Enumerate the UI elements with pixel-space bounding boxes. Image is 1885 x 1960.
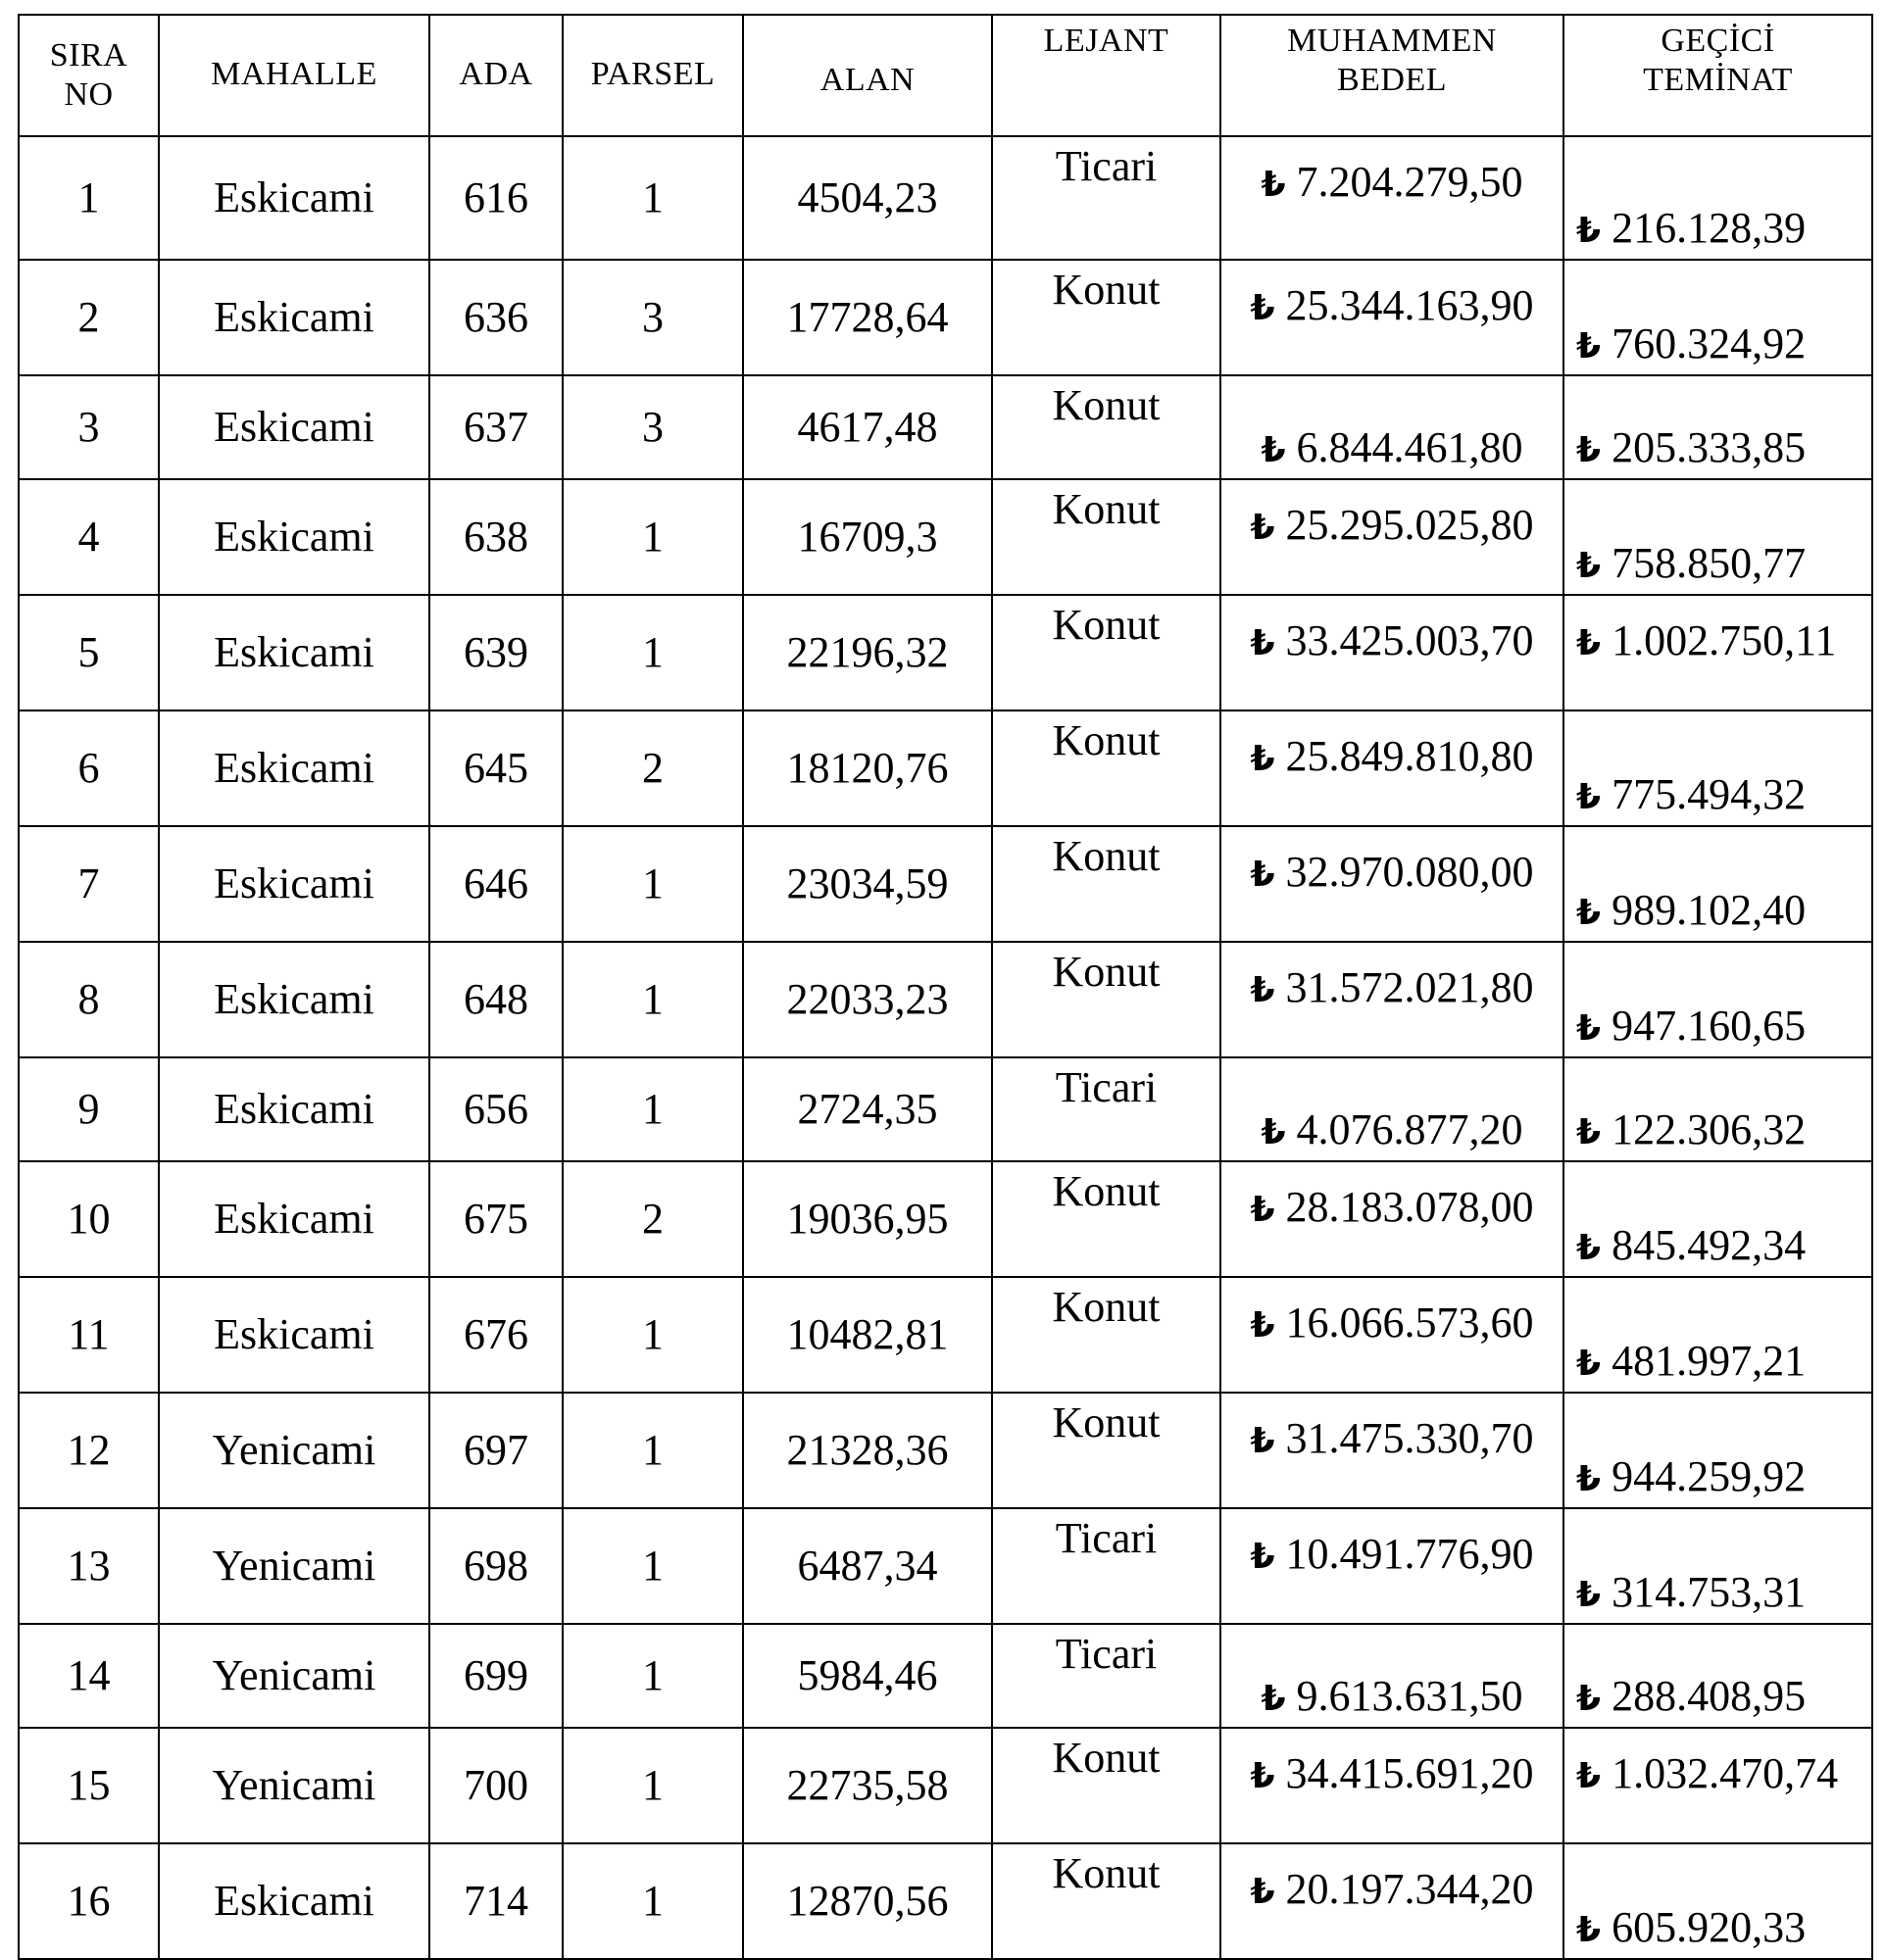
cell-parsel: 2 <box>563 1161 743 1277</box>
lira-sign: ₺ <box>1576 430 1602 470</box>
table-row <box>19 710 1872 826</box>
cell-alan: 16709,3 <box>743 479 992 595</box>
lira-sign: ₺ <box>1250 1756 1275 1796</box>
lira-sign: ₺ <box>1576 546 1602 586</box>
cell-sira-no: 2 <box>19 260 159 375</box>
lira-sign: ₺ <box>1576 1112 1602 1152</box>
cell-ada: 645 <box>429 710 563 826</box>
cell-mahalle: Eskicami <box>159 1843 429 1959</box>
header-muhammen-bedel: MUHAMMEN BEDEL <box>1220 15 1563 136</box>
cell-alan: 19036,95 <box>743 1161 992 1277</box>
teminat-value: 205.333,85 <box>1612 423 1807 471</box>
cell-gecici-teminat <box>1563 942 1872 1057</box>
lira-sign: ₺ <box>1576 1756 1602 1796</box>
cell-muhammen-bedel <box>1220 136 1563 260</box>
cell-alan: 18120,76 <box>743 710 992 826</box>
cell-lejant: Konut <box>992 710 1220 826</box>
cell-sira-no: 3 <box>19 375 159 479</box>
cell-ada: 637 <box>429 375 563 479</box>
lira-sign: ₺ <box>1250 623 1275 663</box>
cell-gecici-teminat <box>1563 1508 1872 1624</box>
cell-mahalle: Eskicami <box>159 136 429 260</box>
cell-mahalle: Eskicami <box>159 1161 429 1277</box>
cell-sira-no: 11 <box>19 1277 159 1393</box>
cell-sira-no: 13 <box>19 1508 159 1624</box>
cell-mahalle: Eskicami <box>159 1277 429 1393</box>
cell-ada: 714 <box>429 1843 563 1959</box>
lira-sign: ₺ <box>1250 1872 1275 1912</box>
cell-ada: 698 <box>429 1508 563 1624</box>
lira-sign: ₺ <box>1261 1112 1286 1152</box>
lira-sign: ₺ <box>1261 430 1286 470</box>
cell-mahalle: Yenicami <box>159 1393 429 1508</box>
cell-sira-no: 1 <box>19 136 159 260</box>
cell-parsel: 1 <box>563 595 743 710</box>
cell-lejant: Ticari <box>992 1624 1220 1728</box>
cell-mahalle: Yenicami <box>159 1508 429 1624</box>
cell-mahalle: Eskicami <box>159 479 429 595</box>
lira-sign: ₺ <box>1261 165 1286 205</box>
cell-muhammen-bedel <box>1220 1161 1563 1277</box>
cell-alan: 23034,59 <box>743 826 992 942</box>
cell-alan: 4504,23 <box>743 136 992 260</box>
cell-sira-no: 10 <box>19 1161 159 1277</box>
lira-sign: ₺ <box>1250 288 1275 328</box>
cell-lejant: Konut <box>992 260 1220 375</box>
cell-alan: 22033,23 <box>743 942 992 1057</box>
teminat-value: 122.306,32 <box>1612 1105 1807 1153</box>
lira-sign: ₺ <box>1250 1421 1275 1461</box>
cell-sira-no: 15 <box>19 1728 159 1843</box>
cell-parsel: 2 <box>563 710 743 826</box>
cell-ada: 638 <box>429 479 563 595</box>
cell-ada: 639 <box>429 595 563 710</box>
cell-muhammen-bedel <box>1220 1624 1563 1728</box>
cell-lejant: Ticari <box>992 1508 1220 1624</box>
table-row <box>19 942 1872 1057</box>
cell-mahalle: Eskicami <box>159 1057 429 1161</box>
teminat-value: 314.753,31 <box>1612 1568 1807 1616</box>
cell-ada: 697 <box>429 1393 563 1508</box>
teminat-value: 989.102,40 <box>1612 886 1807 934</box>
teminat-value: 947.160,65 <box>1612 1002 1807 1050</box>
lira-sign: ₺ <box>1576 1910 1602 1950</box>
lira-sign: ₺ <box>1576 1008 1602 1049</box>
teminat-value: 1.002.750,11 <box>1612 616 1837 664</box>
cell-parsel: 1 <box>563 1508 743 1624</box>
table-row <box>19 1728 1872 1843</box>
cell-ada: 675 <box>429 1161 563 1277</box>
cell-lejant: Ticari <box>992 136 1220 260</box>
lira-sign: ₺ <box>1250 508 1275 548</box>
header-parsel: PARSEL <box>563 15 743 136</box>
cell-alan: 12870,56 <box>743 1843 992 1959</box>
cell-muhammen-bedel <box>1220 479 1563 595</box>
cell-gecici-teminat <box>1563 1728 1872 1843</box>
cell-sira-no: 12 <box>19 1393 159 1508</box>
bedel-value: 7.204.279,50 <box>1296 158 1523 206</box>
cell-gecici-teminat <box>1563 826 1872 942</box>
cell-sira-no: 8 <box>19 942 159 1057</box>
cell-muhammen-bedel <box>1220 942 1563 1057</box>
cell-parsel: 1 <box>563 826 743 942</box>
cell-gecici-teminat <box>1563 1393 1872 1508</box>
table-row <box>19 375 1872 479</box>
teminat-value: 845.492,34 <box>1612 1221 1807 1269</box>
cell-muhammen-bedel <box>1220 1843 1563 1959</box>
cell-mahalle: Yenicami <box>159 1728 429 1843</box>
cell-parsel: 1 <box>563 479 743 595</box>
cell-sira-no: 16 <box>19 1843 159 1959</box>
bedel-value: 25.295.025,80 <box>1285 501 1534 549</box>
cell-alan: 22196,32 <box>743 595 992 710</box>
cell-ada: 636 <box>429 260 563 375</box>
lira-sign: ₺ <box>1261 1679 1286 1719</box>
lira-sign: ₺ <box>1576 1679 1602 1719</box>
cell-mahalle: Eskicami <box>159 595 429 710</box>
cell-lejant: Konut <box>992 1843 1220 1959</box>
cell-parsel: 1 <box>563 1624 743 1728</box>
table-row <box>19 1277 1872 1393</box>
cell-mahalle: Eskicami <box>159 375 429 479</box>
bedel-value: 34.415.691,20 <box>1285 1749 1534 1797</box>
teminat-value: 775.494,32 <box>1612 770 1807 818</box>
cell-muhammen-bedel <box>1220 260 1563 375</box>
lira-sign: ₺ <box>1250 739 1275 779</box>
table-row <box>19 1508 1872 1624</box>
teminat-value: 481.997,21 <box>1612 1337 1807 1385</box>
bedel-value: 32.970.080,00 <box>1285 848 1534 896</box>
header-ada: ADA <box>429 15 563 136</box>
cell-lejant: Ticari <box>992 1057 1220 1161</box>
cell-parsel: 3 <box>563 375 743 479</box>
cell-parsel: 1 <box>563 1057 743 1161</box>
lira-sign: ₺ <box>1576 326 1602 367</box>
table-row <box>19 1843 1872 1959</box>
cell-alan: 2724,35 <box>743 1057 992 1161</box>
header-mahalle: MAHALLE <box>159 15 429 136</box>
cell-lejant: Konut <box>992 826 1220 942</box>
cell-sira-no: 9 <box>19 1057 159 1161</box>
table-row <box>19 260 1872 375</box>
cell-alan: 21328,36 <box>743 1393 992 1508</box>
cell-muhammen-bedel <box>1220 1393 1563 1508</box>
cell-gecici-teminat <box>1563 1624 1872 1728</box>
cell-lejant: Konut <box>992 1161 1220 1277</box>
bedel-value: 31.475.330,70 <box>1285 1414 1534 1462</box>
teminat-value: 760.324,92 <box>1612 319 1807 368</box>
lira-sign: ₺ <box>1250 1190 1275 1230</box>
lira-sign: ₺ <box>1576 623 1602 663</box>
header-row <box>19 15 1872 136</box>
cell-sira-no: 5 <box>19 595 159 710</box>
cell-ada: 616 <box>429 136 563 260</box>
bedel-value: 28.183.078,00 <box>1285 1183 1534 1231</box>
lira-sign: ₺ <box>1576 1228 1602 1268</box>
lira-sign: ₺ <box>1576 893 1602 933</box>
cell-ada: 648 <box>429 942 563 1057</box>
cell-lejant: Konut <box>992 1728 1220 1843</box>
cell-muhammen-bedel <box>1220 710 1563 826</box>
cell-parsel: 3 <box>563 260 743 375</box>
cell-parsel: 1 <box>563 136 743 260</box>
header-sira-no: SIRA NO <box>19 15 159 136</box>
cell-lejant: Konut <box>992 375 1220 479</box>
table-row <box>19 1161 1872 1277</box>
cell-muhammen-bedel <box>1220 1508 1563 1624</box>
cell-gecici-teminat <box>1563 260 1872 375</box>
bedel-value: 25.849.810,80 <box>1285 732 1534 780</box>
bedel-value: 31.572.021,80 <box>1285 963 1534 1011</box>
cell-lejant: Konut <box>992 595 1220 710</box>
header-alan: ALAN <box>743 15 992 136</box>
cell-gecici-teminat <box>1563 1843 1872 1959</box>
cell-gecici-teminat <box>1563 710 1872 826</box>
bedel-value: 4.076.877,20 <box>1296 1105 1523 1153</box>
cell-alan: 4617,48 <box>743 375 992 479</box>
cell-muhammen-bedel <box>1220 375 1563 479</box>
cell-sira-no: 4 <box>19 479 159 595</box>
cell-gecici-teminat <box>1563 1161 1872 1277</box>
lira-sign: ₺ <box>1576 777 1602 817</box>
teminat-value: 605.920,33 <box>1612 1903 1807 1951</box>
teminat-value: 288.408,95 <box>1612 1672 1807 1720</box>
cell-lejant: Konut <box>992 1393 1220 1508</box>
cell-ada: 646 <box>429 826 563 942</box>
teminat-value: 1.032.470,74 <box>1612 1749 1839 1797</box>
lira-sign: ₺ <box>1250 970 1275 1010</box>
header-gecici-teminat: GEÇİCİ TEMİNAT <box>1563 15 1872 136</box>
header-lejant: LEJANT <box>992 15 1220 136</box>
cell-mahalle: Yenicami <box>159 1624 429 1728</box>
lira-sign: ₺ <box>1250 1537 1275 1577</box>
cell-parsel: 1 <box>563 1728 743 1843</box>
cell-lejant: Konut <box>992 942 1220 1057</box>
table-row <box>19 1393 1872 1508</box>
cell-mahalle: Eskicami <box>159 260 429 375</box>
cell-gecici-teminat <box>1563 595 1872 710</box>
teminat-value: 758.850,77 <box>1612 539 1807 587</box>
lira-sign: ₺ <box>1250 1305 1275 1346</box>
bedel-value: 9.613.631,50 <box>1296 1672 1523 1720</box>
cell-gecici-teminat <box>1563 136 1872 260</box>
cell-muhammen-bedel <box>1220 826 1563 942</box>
cell-ada: 700 <box>429 1728 563 1843</box>
cell-ada: 699 <box>429 1624 563 1728</box>
cell-gecici-teminat <box>1563 375 1872 479</box>
cell-sira-no: 6 <box>19 710 159 826</box>
cell-alan: 6487,34 <box>743 1508 992 1624</box>
table-row <box>19 136 1872 260</box>
cell-lejant: Konut <box>992 479 1220 595</box>
cell-lejant: Konut <box>992 1277 1220 1393</box>
cell-parsel: 1 <box>563 1843 743 1959</box>
lira-sign: ₺ <box>1576 1344 1602 1384</box>
bedel-value: 33.425.003,70 <box>1285 616 1534 664</box>
cell-mahalle: Eskicami <box>159 826 429 942</box>
parcel-table <box>18 14 1873 1960</box>
table-row <box>19 1057 1872 1161</box>
lira-sign: ₺ <box>1576 211 1602 251</box>
cell-alan: 22735,58 <box>743 1728 992 1843</box>
cell-muhammen-bedel <box>1220 1057 1563 1161</box>
cell-muhammen-bedel <box>1220 595 1563 710</box>
cell-alan: 17728,64 <box>743 260 992 375</box>
cell-sira-no: 14 <box>19 1624 159 1728</box>
cell-ada: 656 <box>429 1057 563 1161</box>
table-row <box>19 479 1872 595</box>
bedel-value: 20.197.344,20 <box>1285 1865 1534 1913</box>
cell-gecici-teminat <box>1563 1057 1872 1161</box>
bedel-value: 10.491.776,90 <box>1285 1530 1534 1578</box>
cell-parsel: 1 <box>563 942 743 1057</box>
cell-mahalle: Eskicami <box>159 710 429 826</box>
cell-alan: 10482,81 <box>743 1277 992 1393</box>
lira-sign: ₺ <box>1576 1575 1602 1615</box>
table-body <box>19 136 1872 1959</box>
table-row <box>19 826 1872 942</box>
teminat-value: 944.259,92 <box>1612 1452 1807 1500</box>
cell-muhammen-bedel <box>1220 1728 1563 1843</box>
table-row <box>19 1624 1872 1728</box>
lira-sign: ₺ <box>1250 855 1275 895</box>
cell-parsel: 1 <box>563 1393 743 1508</box>
cell-gecici-teminat <box>1563 1277 1872 1393</box>
teminat-value: 216.128,39 <box>1612 204 1807 252</box>
cell-sira-no: 7 <box>19 826 159 942</box>
cell-ada: 676 <box>429 1277 563 1393</box>
bedel-value: 16.066.573,60 <box>1285 1298 1534 1347</box>
bedel-value: 6.844.461,80 <box>1296 423 1523 471</box>
bedel-value: 25.344.163,90 <box>1285 281 1534 329</box>
cell-mahalle: Eskicami <box>159 942 429 1057</box>
table-row <box>19 595 1872 710</box>
cell-gecici-teminat <box>1563 479 1872 595</box>
cell-muhammen-bedel <box>1220 1277 1563 1393</box>
cell-alan: 5984,46 <box>743 1624 992 1728</box>
lira-sign: ₺ <box>1576 1459 1602 1499</box>
cell-parsel: 1 <box>563 1277 743 1393</box>
